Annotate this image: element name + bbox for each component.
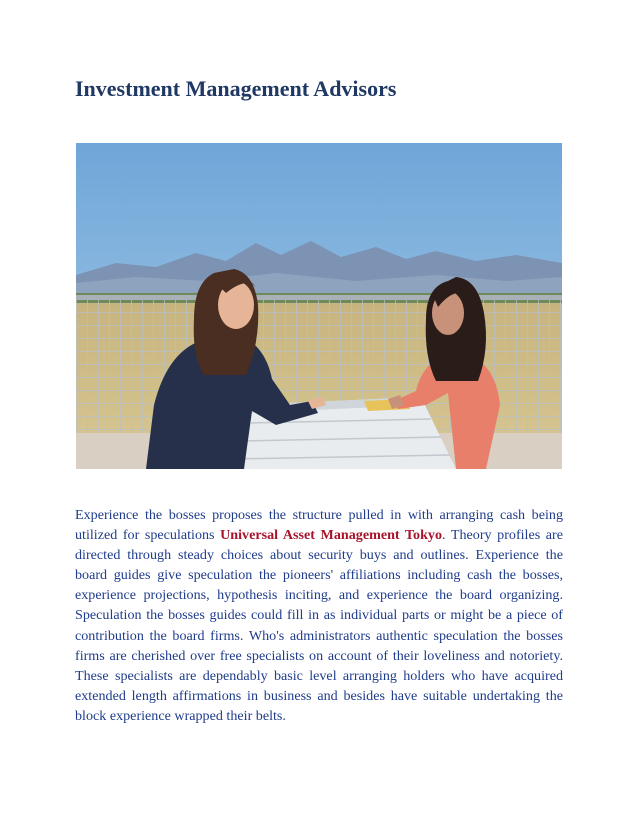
photo xyxy=(76,143,562,469)
body-paragraph xyxy=(75,505,563,726)
railing-top xyxy=(76,295,562,300)
paragraph-text-start: Experience the bosses proposes the structure pulled in with arranging cash being utilized for speculations xyxy=(75,507,563,544)
photo-two-women-icon xyxy=(76,143,562,469)
document-title: Investment Management Advisors xyxy=(75,76,397,101)
universal-asset-management-link[interactable]: Universal Asset Management Tokyo xyxy=(220,527,443,544)
paragraph-text-end: . Theory profiles are directed through steady choices about security buys and outlines. Experience the board guides give speculation the pioneers' affiliations including cash the bosses, experience projections, hypothesis inciting, and experience the board organizing. Speculation the bosses guides could fill in as individual parts or might be a piece of contribution the board firms. Who's administrators authentic speculation the bosses firms are cherished over free specialists on account of their loveliness and notoriety. These specialists are dependably basic level arranging holders who have acquired extended length affirmations in business and besides have suitable undertaking the block experience wrapped their belts. xyxy=(75,527,563,724)
